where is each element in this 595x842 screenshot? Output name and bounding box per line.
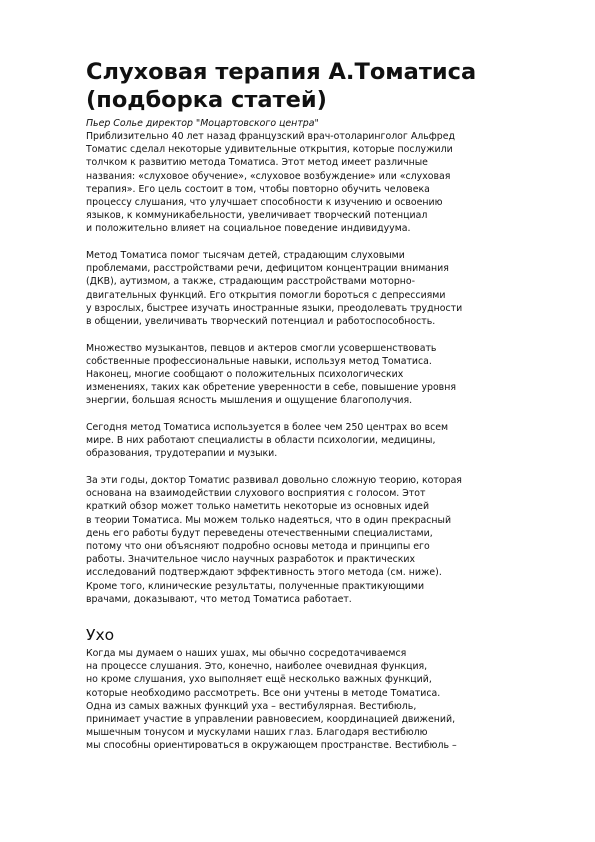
text-line: основана на взаимодействии слухового восприятия с голосом. Этот	[86, 488, 426, 500]
document-title	[86, 58, 548, 114]
text-line: названия: «слуховое обучение», «слуховое возбуждение» или «слуховая	[86, 170, 451, 182]
text-line: Метод Томатиса помог тысячам детей, страдающим слуховыми	[86, 250, 405, 262]
text-line: двигательных функций. Его открытия помогли бороться с депрессиями	[86, 289, 446, 301]
text-line: в общении, увеличивать творческий потенциал и работоспособность.	[86, 316, 436, 328]
text-line: Когда мы думаем о наших ушах, мы обычно сосредотачиваемся	[86, 648, 407, 660]
text-line: работы. Значительное число научных разработок и практических	[86, 554, 416, 566]
text-line: и положительно влияет на социальное поведение индивидуума.	[86, 223, 411, 235]
text-line: Множество музыкантов, певцов и актеров смогли усовершенствовать	[86, 342, 437, 354]
text-line: образования, трудотерапии и музыки.	[86, 448, 278, 460]
text-line: мышечным тонусом и мускулами наших глаз. Благодаря вестибюлю	[86, 727, 428, 739]
section-heading: Ухо	[86, 626, 115, 645]
text-line: мире. В них работают специалисты в области психологии, медицины,	[86, 435, 436, 447]
text-line: толчком к развитию метода Томатиса. Этот метод имеет различные	[86, 157, 428, 169]
text-line: энергии, большая ясность мышления и ощущение благополучия.	[86, 395, 413, 407]
text-line: языков, к коммуникабельности, увеличивает творческий потенциал	[86, 210, 428, 222]
title-line: (подборка статей)	[86, 87, 327, 113]
text-line: проблемами, расстройствами речи, дефицитом концентрации внимания	[86, 263, 449, 275]
text-line: краткий обзор может только наметить некоторые из основных идей	[86, 501, 430, 513]
text-line: потому что они объясняют подробно основы метода и принципы его	[86, 541, 430, 553]
text-line: на процессе слушания. Это, конечно, наиболее очевидная функция,	[86, 661, 428, 673]
text-line: Наконец, многие сообщают о положительных психологических	[86, 369, 404, 381]
text-line: Томатис сделал некоторые удивительные открытия, которые послужили	[86, 144, 453, 156]
document-content	[86, 58, 548, 753]
author-line: Пьер Солье директор "Моцартовского центра"	[86, 118, 319, 129]
text-line: у взрослых, быстрее изучать иностранные языки, преодолевать трудности	[86, 302, 463, 314]
text-line: (ДКВ), аутизмом, а также, страдающим расстройствами моторно-	[86, 276, 416, 288]
text-line: Сегодня метод Томатиса используется в более чем 250 центрах во всем	[86, 422, 449, 434]
text-line: терапия». Его цель состоит в том, чтобы повторно обучить человека	[86, 183, 430, 195]
text-line: Кроме того, клинические результаты, полученные практикующими	[86, 580, 425, 592]
paragraph	[86, 342, 548, 408]
text-line: изменениях, таких как обретение уверенности в себе, повышение уровня	[86, 382, 456, 394]
text-line: мы способны ориентироваться в окружающем пространстве. Вестибюль –	[86, 740, 457, 752]
text-line: исследований подтверждают эффективность этого метода (см. ниже).	[86, 567, 442, 579]
text-line: Приблизительно 40 лет назад французский врач-отоларинголог Альфред	[86, 131, 455, 142]
title-line: Слуховая терапия А.Томатиса	[86, 59, 477, 85]
paragraph	[86, 647, 548, 753]
text-line: За эти годы, доктор Томатис развивал довольно сложную теорию, которая	[86, 475, 462, 487]
text-line: собственные профессиональные навыки, используя метод Томатиса.	[86, 355, 432, 367]
text-line: в теории Томатиса. Мы можем только надеяться, что в один прекрасный	[86, 514, 452, 526]
paragraph	[86, 421, 548, 461]
paragraph	[86, 249, 548, 328]
paragraph	[86, 474, 548, 606]
text-line: процессу слушания, что улучшает способности к изучению и освоению	[86, 197, 443, 209]
text-line: принимает участие в управлении равновесием, координацией движений,	[86, 714, 456, 726]
text-line: но кроме слушания, ухо выполняет ещё несколько важных функций,	[86, 674, 432, 686]
text-line: которые необходимо рассмотреть. Все они учтены в методе Томатиса.	[86, 687, 441, 699]
text-line: Одна из самых важных функций уха – вестибулярная. Вестибюль,	[86, 700, 417, 712]
text-line: день его работы будут переведены отечественными специалистами,	[86, 527, 433, 539]
text-line: врачами, доказывают, что метод Томатиса работает.	[86, 593, 352, 605]
paragraph	[86, 130, 548, 236]
